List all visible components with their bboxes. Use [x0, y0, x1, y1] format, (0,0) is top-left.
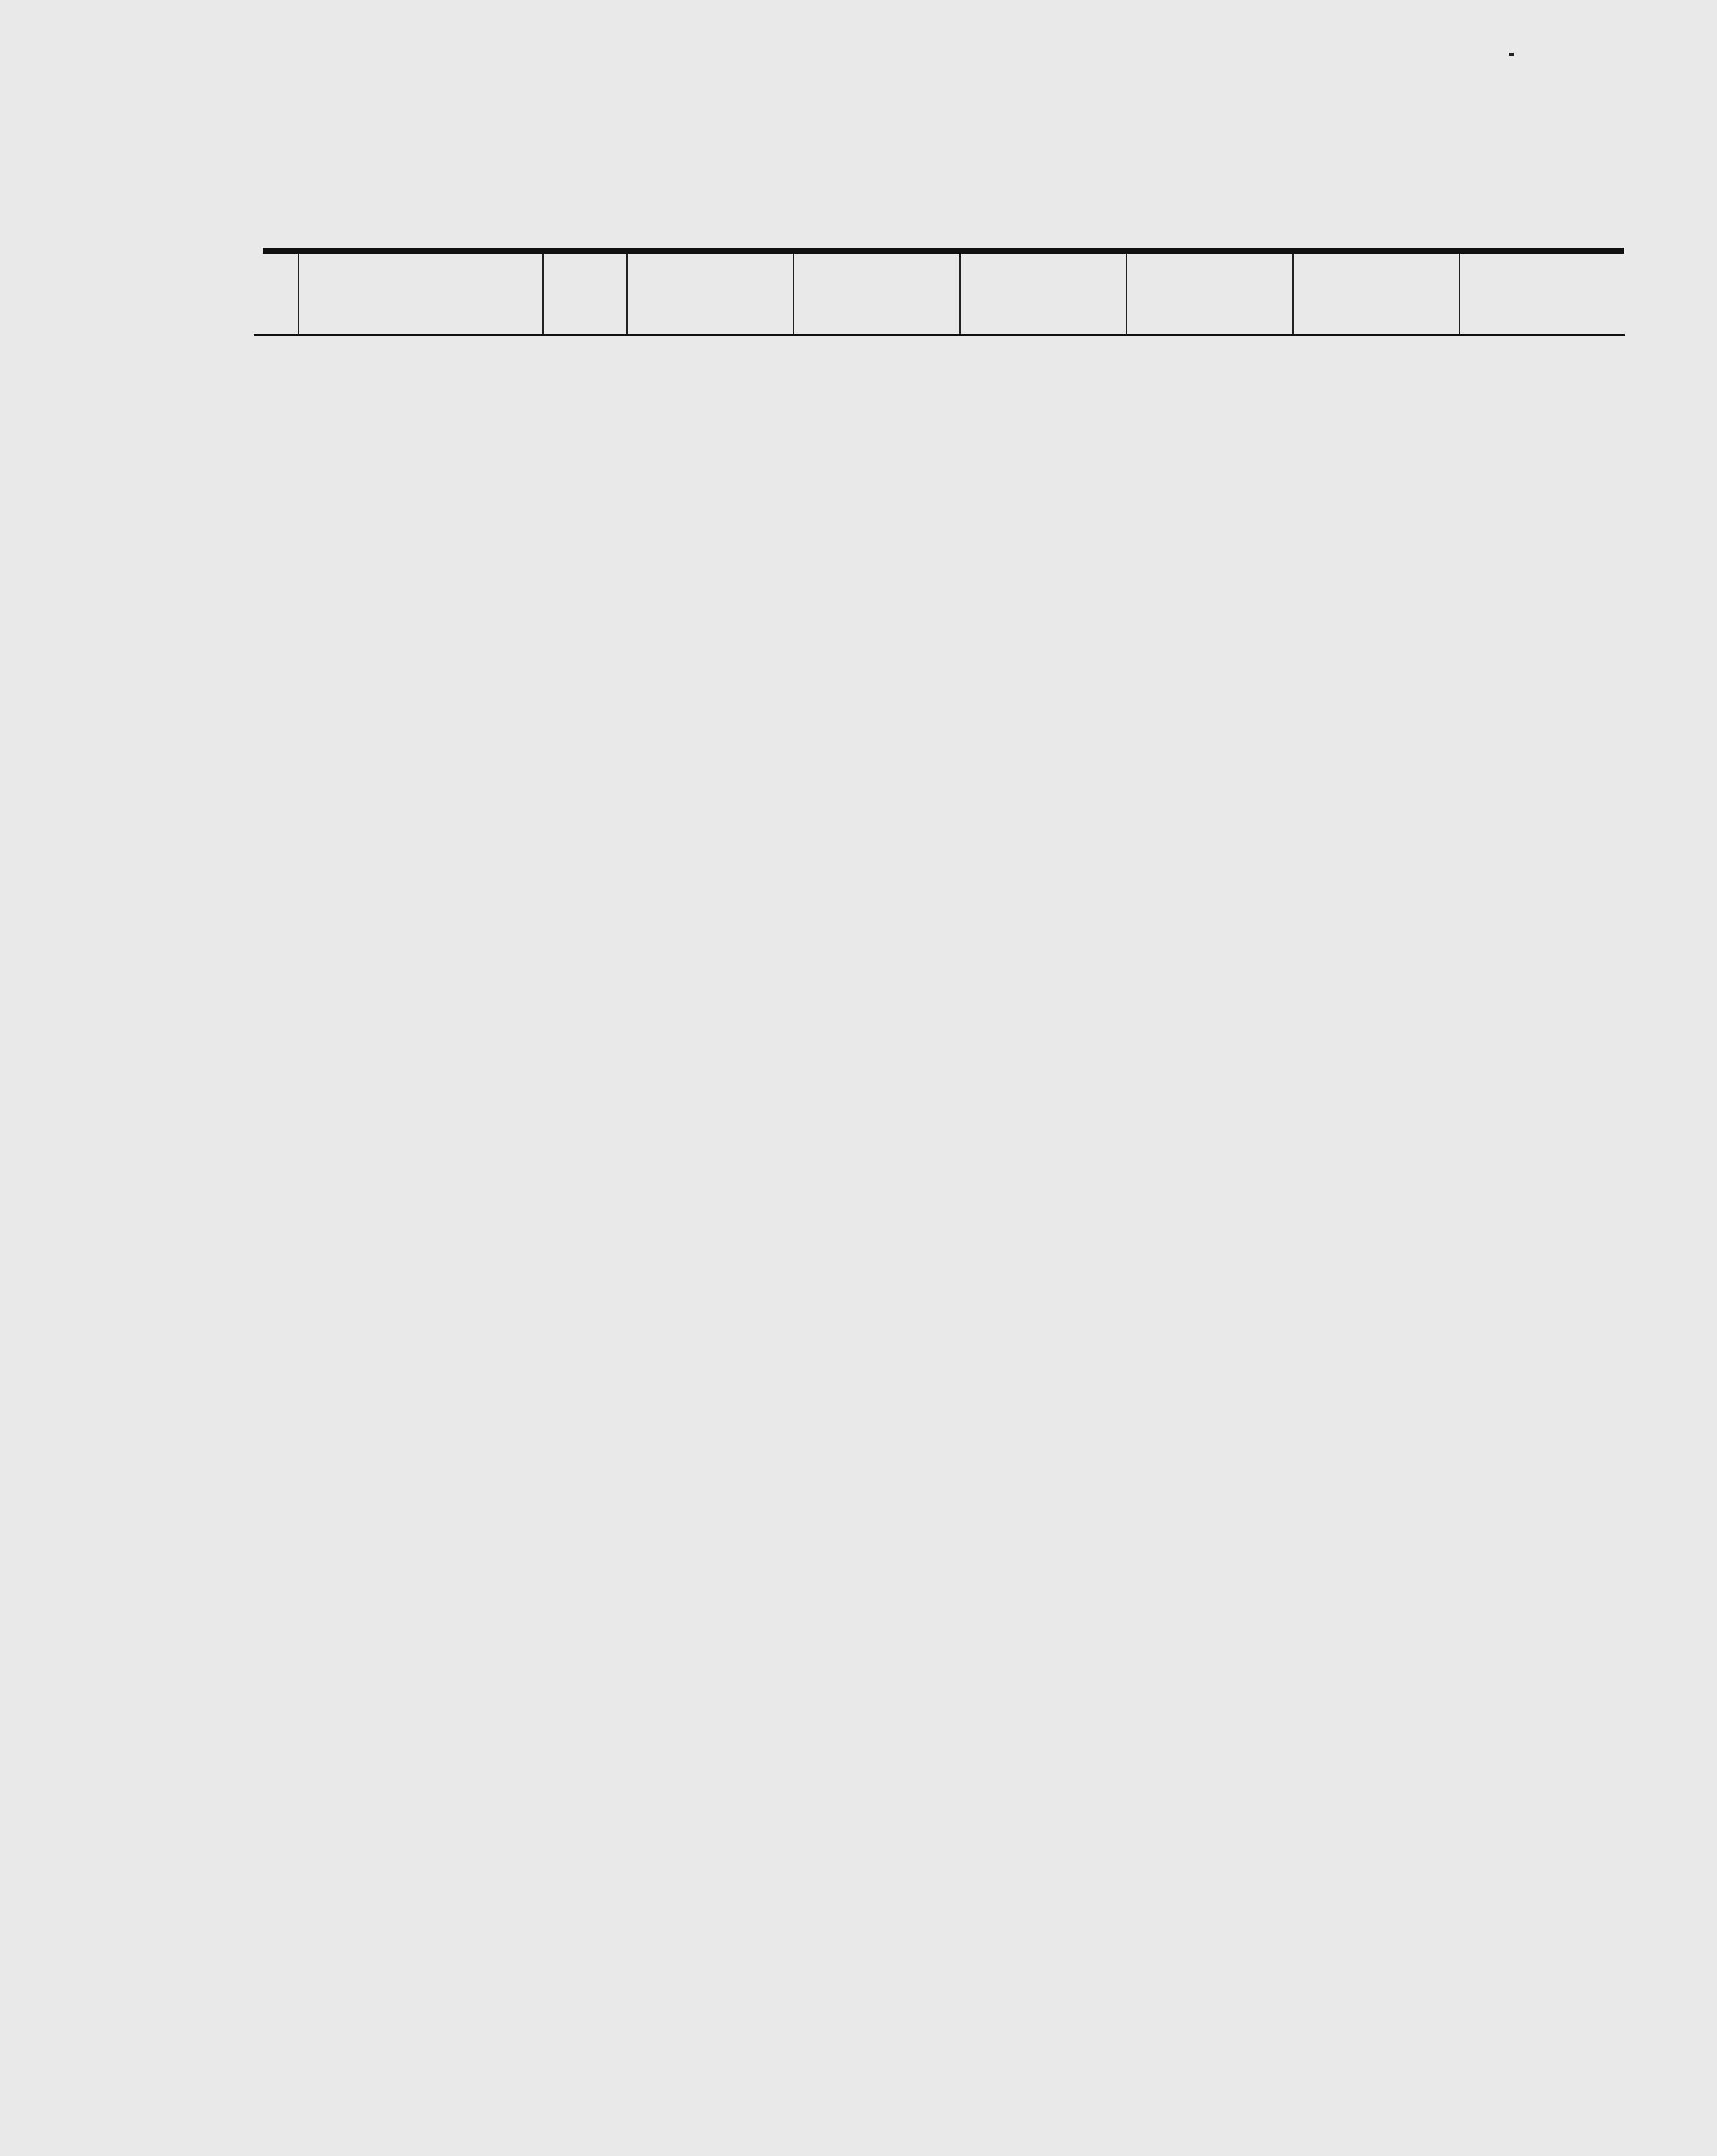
- timetable: [254, 254, 1625, 336]
- header-nr: [254, 254, 299, 335]
- header-class: [1127, 254, 1293, 335]
- header-row: [254, 254, 1625, 335]
- header-class: [794, 254, 960, 335]
- header-class: [1460, 254, 1625, 335]
- header-klassenlehrer: [543, 254, 627, 335]
- speck: [1509, 53, 1514, 56]
- top-rule: [263, 248, 1624, 254]
- header-teacher: [299, 254, 543, 335]
- header-class: [1293, 254, 1460, 335]
- header-class: [960, 254, 1127, 335]
- header-class: [627, 254, 794, 335]
